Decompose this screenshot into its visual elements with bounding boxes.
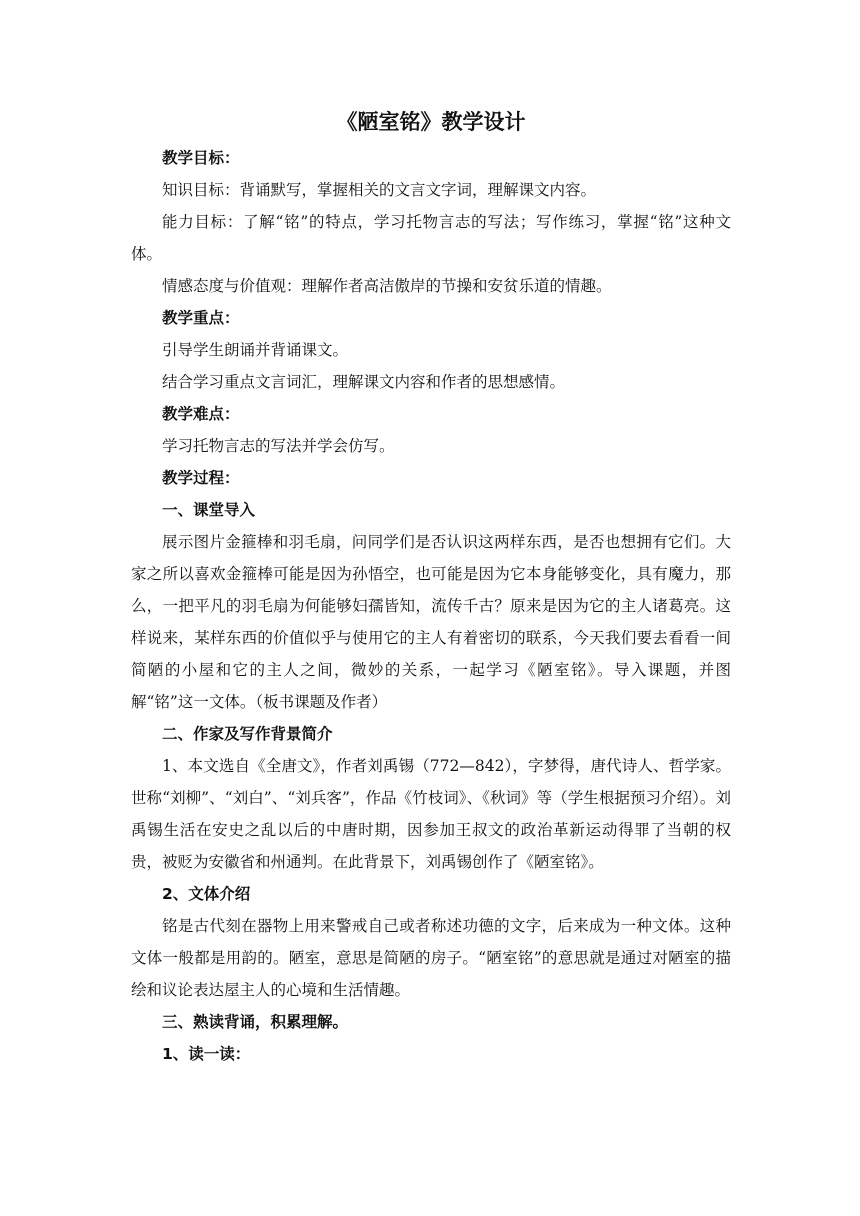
paragraph-genre-introduction: 铭是古代刻在器物上用来警戒自己或者称述功德的文字，后来成为一种文体。这种文体一般都是用韵的。陋室，意思是简陋的房子。“陋室铭”的意思就是通过对陋室的描绘和议论表达屋主人的心境和生活情趣。 <box>131 917 731 999</box>
heading-key-points: 教学重点： <box>162 309 240 327</box>
heading-section-author-background: 二、作家及写作背景简介 <box>162 725 333 743</box>
heading-teaching-process: 教学过程： <box>162 469 240 487</box>
paragraph-introduction: 展示图片金箍棒和羽毛扇，问同学们是否认识这两样东西，是否也想拥有它们。大家之所以喜欢金箍棒可能是因为孙悟空，也可能是因为它本身能够变化，具有魔力，那么，一把平凡的羽毛扇为何能够妇孺皆知，流传千古？原来是因为它的主人诸葛亮。这样说来，某样东西的价值似乎与使用它的主人有着密切的联系，今天我们要去看看一间简陋的小屋和它的主人之间，微妙的关系，一起学习《陋室铭》。导入课题，并图解“铭”这一文体。（板书课题及作者） <box>131 533 731 711</box>
paragraph-difficulty: 学习托物言志的写法并学会仿写。 <box>162 437 395 455</box>
heading-read-aloud: 1、读一读： <box>162 1045 251 1063</box>
heading-difficulties: 教学难点： <box>162 405 240 423</box>
heading-teaching-goals: 教学目标： <box>162 149 240 167</box>
heading-genre-introduction: 2、文体介绍 <box>162 885 251 903</box>
paragraph-ability-goal: 能力目标：了解“铭”的特点，学习托物言志的写法；写作练习，掌握“铭”这种文体。 <box>131 213 731 263</box>
paragraph-key-point-1: 引导学生朗诵并背诵课文。 <box>162 341 349 359</box>
paragraph-author-background: 1、本文选自《全唐文》，作者刘禹锡（772—842），字梦得，唐代诗人、哲学家。世称“刘柳”、“刘白”、“刘兵客”，作品《竹枝词》、《秋词》等（学生根据预习介绍）。刘禹锡生活在安史之乱以后的中唐时期，因参加王叔文的政治革新运动得罪了当朝的权贵，被贬为安徽省和州通判。在此背景下，刘禹锡创作了《陋室铭》。 <box>131 757 731 871</box>
paragraph-attitude-goal: 情感态度与价值观：理解作者高洁傲岸的节操和安贫乐道的情趣。 <box>162 277 612 295</box>
paragraph-key-point-2: 结合学习重点文言词汇，理解课文内容和作者的思想感情。 <box>162 373 566 391</box>
paragraph-knowledge-goal: 知识目标：背诵默写，掌握相关的文言文字词，理解课文内容。 <box>162 181 597 199</box>
heading-section-introduction: 一、课堂导入 <box>162 501 256 519</box>
document-body <box>131 106 731 1070</box>
heading-section-reading: 三、熟读背诵，积累理解。 <box>162 1013 349 1031</box>
document-title: 《陋室铭》教学设计 <box>336 110 526 134</box>
